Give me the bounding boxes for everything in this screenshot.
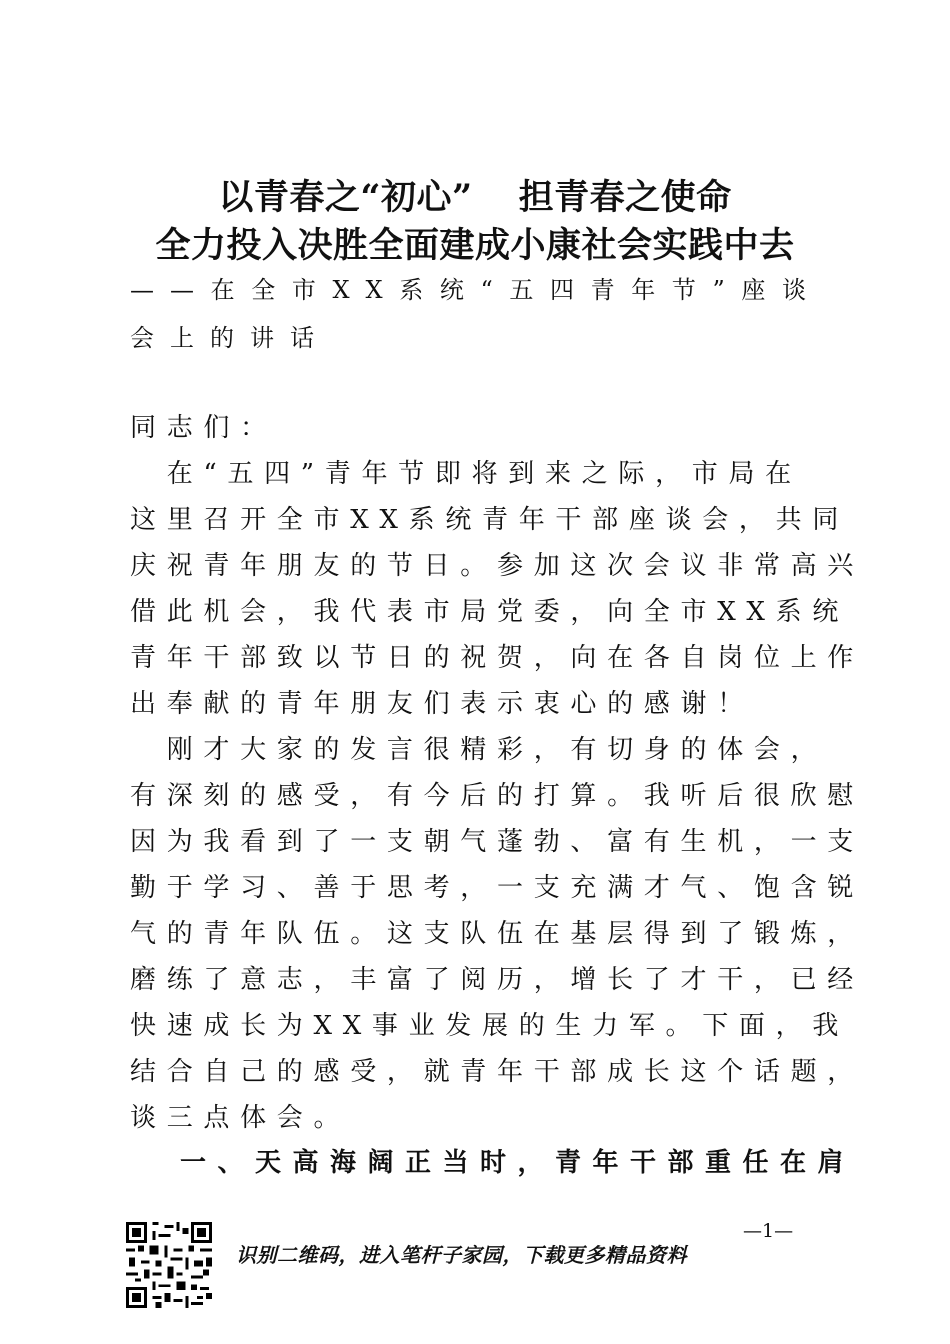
body-line: 出奉献的青年朋友们表示衷心的感谢！ bbox=[130, 689, 754, 719]
body-line: 庆祝青年朋友的节日。参加这次会议非常高兴 bbox=[130, 551, 865, 581]
body-line: 快速成长为XX事业发展的生力军。下面，我 bbox=[130, 1011, 850, 1041]
body-line: 青年干部致以节日的祝贺，向在各自岗位上作 bbox=[130, 643, 865, 673]
body-line: 磨练了意志，丰富了阅历，增长了才干，已经 bbox=[130, 965, 865, 995]
document-subtitle: ——在全市XX系统“五四青年节”座谈会上的讲话 bbox=[130, 276, 822, 352]
body-line: 勤于学习、善于思考，一支充满才气、饱含锐 bbox=[130, 873, 865, 903]
body-line: 谈三点体会。 bbox=[130, 1103, 351, 1133]
title-part-1: 以青春之“初心” bbox=[218, 177, 473, 218]
page-number: —1— bbox=[743, 1220, 794, 1242]
body-line: 借此机会，我代表市局党委，向全市XX系统 bbox=[130, 597, 850, 627]
document-title-line-2: 全力投入决胜全面建成小康社会实践中去 bbox=[155, 225, 795, 266]
body-line: 结合自己的感受，就青年干部成长这个话题， bbox=[130, 1057, 865, 1087]
salutation: 同志们： bbox=[130, 413, 277, 443]
document-title-line-1 bbox=[0, 170, 950, 220]
qr-code-icon[interactable] bbox=[126, 1222, 212, 1308]
body-line: 在“五四”青年节即将到来之际，市局在 bbox=[130, 459, 802, 489]
body-line: 刚才大家的发言很精彩，有切身的体会， bbox=[130, 735, 828, 765]
body-line: 这里召开全市XX系统青年干部座谈会，共同 bbox=[130, 505, 850, 535]
footer-promo-text: 识别二维码，进入笔杆子家园，下载更多精品资料 bbox=[236, 1243, 687, 1267]
title-part-2: 担青春之使命 bbox=[518, 177, 732, 218]
section-heading: 一、天高海阔正当时，青年干部重任在肩 bbox=[180, 1148, 856, 1178]
body-line: 有深刻的感受，有今后的打算。我听后很欣慰 bbox=[130, 781, 865, 811]
body-line: 因为我看到了一支朝气蓬勃、富有生机，一支 bbox=[130, 827, 865, 857]
body-line: 气的青年队伍。这支队伍在基层得到了锻炼， bbox=[130, 919, 865, 949]
